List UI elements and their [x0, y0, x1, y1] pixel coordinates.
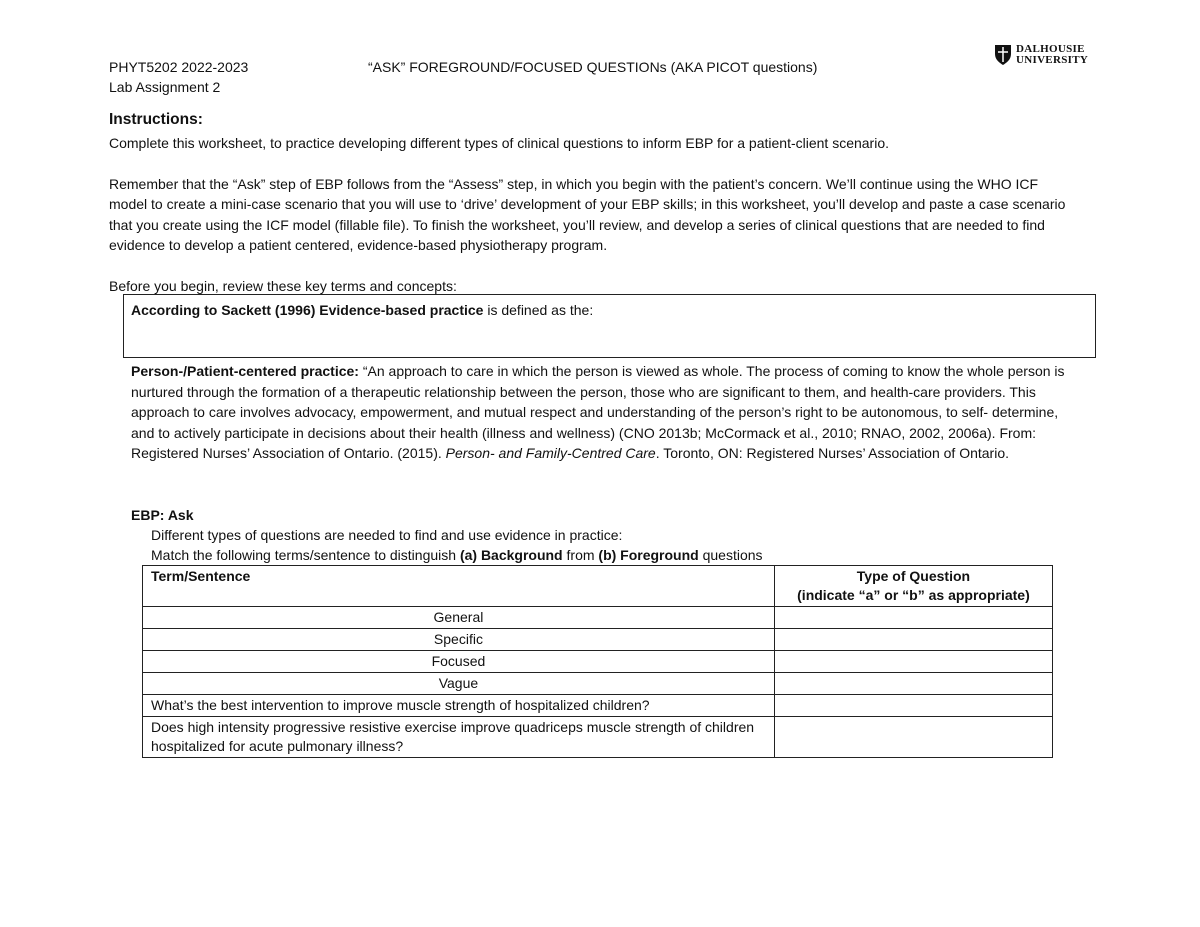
- column-header-type: Type of Question (indicate “a” or “b” as appropriate): [774, 566, 1052, 607]
- table-row: [143, 651, 1053, 673]
- answer-cell[interactable]: [774, 651, 1052, 673]
- column-header-term: Term/Sentence: [143, 566, 775, 607]
- foreground-label: (b) Foreground: [598, 547, 699, 563]
- ebp-definition-box[interactable]: [123, 294, 1096, 358]
- pcp-term: Person-/Patient-centered practice:: [131, 363, 359, 379]
- pcp-citation-title: Person- and Family-Centred Care: [445, 445, 656, 461]
- university-logo: [994, 44, 1088, 66]
- table-header-row: [143, 566, 1053, 607]
- term-cell: Specific: [143, 629, 775, 651]
- logo-wordmark: DALHOUSIE UNIVERSITY: [1016, 43, 1089, 66]
- ebp-ask-section: [131, 505, 1031, 565]
- sentence-cell: What’s the best intervention to improve muscle strength of hospitalized children?: [143, 695, 775, 717]
- term-cell: Focused: [143, 651, 775, 673]
- ebp-line-2: Match the following terms/sentence to distinguish (a) Background from (b) Foreground questions: [151, 547, 763, 563]
- answer-cell[interactable]: [774, 717, 1052, 758]
- table-row: [143, 717, 1053, 758]
- table-row: [143, 629, 1053, 651]
- table-row: [143, 695, 1053, 717]
- instructions-heading: Instructions:: [109, 111, 203, 128]
- ebp-heading: EBP: Ask: [131, 507, 194, 523]
- term-cell: General: [143, 607, 775, 629]
- pcp-citation-tail: . Toronto, ON: Registered Nurses’ Association of Ontario.: [655, 445, 1010, 461]
- document-title: “ASK” FOREGROUND/FOCUSED QUESTIONs (AKA PICOT questions): [368, 59, 818, 75]
- ebp-line-1: Different types of questions are needed to find and use evidence in practice:: [151, 527, 623, 543]
- instructions-section: [109, 110, 1069, 297]
- definition-term: According to Sackett (1996) Evidence-based practice: [131, 302, 484, 318]
- header-left: [109, 57, 248, 97]
- term-cell: Vague: [143, 673, 775, 695]
- definition-prompt: is defined as the:: [483, 302, 594, 318]
- patient-centered-practice-definition: [131, 361, 1081, 464]
- assignment-name: Lab Assignment 2: [109, 79, 221, 95]
- pcp-text: “An approach to care in which the person is viewed as whole. The process of coming to know the whole person is nurtured through the formation of a therapeutic relationship between the person, those who are significant to them, and health-care providers. This approach to care involves advocacy, empowerment, and mutual respect and understanding of the person’s right to be autonomous, to self- determine, and to actively participate in decisions about their health (illness and wellness) (CNO 2013b; McCormack et al., 2010; RNAO, 2002, 2006a). From: Registered Nurses’ Association of Ontario. (2015).: [131, 363, 1065, 461]
- sentence-cell: Does high intensity progressive resistive exercise improve quadriceps muscle strength of children hospitalized for acute pulmonary illness?: [143, 717, 775, 758]
- background-label: (a) Background: [459, 547, 563, 563]
- answer-cell[interactable]: [774, 607, 1052, 629]
- answer-cell[interactable]: [774, 695, 1052, 717]
- course-code: PHYT5202 2022-2023: [109, 59, 249, 75]
- table-row: [143, 673, 1053, 695]
- instructions-paragraph-3: Before you begin, review these key terms and concepts:: [109, 278, 457, 294]
- answer-cell[interactable]: [774, 629, 1052, 651]
- table-row: [143, 607, 1053, 629]
- instructions-paragraph-2: Remember that the “Ask” step of EBP follows from the “Assess” step, in which you begin with the patient’s concern. We’ll continue using the WHO ICF model to create a mini-case scenario that you will use to ‘drive’ development of your EBP skills; in this worksheet, you’ll develop and paste a case scenario that you create using the ICF model (fillable file). To finish the worksheet, you’ll review, and develop a series of clinical questions that are needed to find evidence to develop a patient centered, evidence-based physiotherapy program.: [109, 175, 1066, 253]
- shield-icon: [994, 44, 1012, 66]
- question-type-table: [142, 565, 1053, 758]
- answer-cell[interactable]: [774, 673, 1052, 695]
- instructions-paragraph-1: Complete this worksheet, to practice developing different types of clinical questions to inform EBP for a patient-client scenario.: [109, 134, 890, 151]
